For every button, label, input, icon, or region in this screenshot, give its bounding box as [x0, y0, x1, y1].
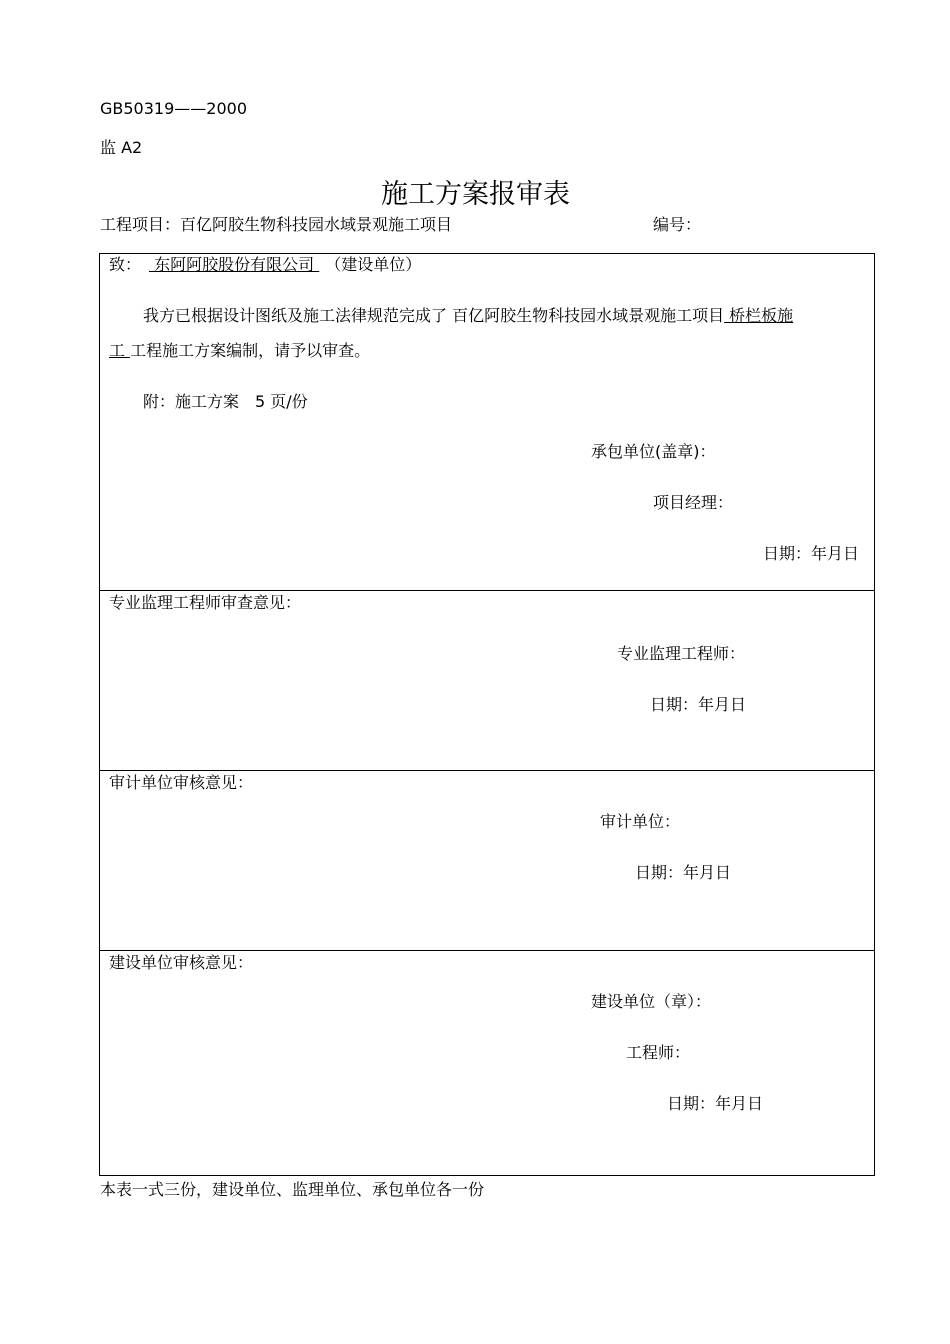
contractor-section: [99, 253, 875, 591]
scheme-name-part1: 桥栏板施: [724, 306, 794, 325]
page-title: 施工方案报审表: [381, 179, 570, 210]
audit-date-label: 日期：年月日: [635, 863, 732, 882]
attachment-note: 附：施工方案 5 页/份: [143, 392, 308, 411]
scheme-name-part2: 工: [109, 341, 131, 360]
owner-section: [99, 950, 875, 1176]
supervisor-date-label: 日期：年月日: [650, 695, 747, 714]
owner-date-label: 日期：年月日: [667, 1094, 764, 1113]
owner-heading: 建设单位审核意见：: [109, 953, 254, 972]
submission-text-line2: [109, 343, 370, 359]
audit-signer-label: 审计单位：: [600, 812, 681, 831]
serial-label: 编号：: [653, 215, 702, 234]
contractor-seal-label: 承包单位(盖章)：: [591, 442, 716, 461]
addressee-name: 东阿阿胶股份有限公司: [149, 255, 320, 274]
owner-engineer-label: 工程师：: [626, 1043, 691, 1062]
form-code: 监 A2: [100, 138, 143, 157]
contractor-date-label: 日期：年月日: [763, 544, 860, 563]
submission-text-end: 工程施工方案编制，请予以审查。: [130, 341, 371, 360]
submission-text-line1: [143, 308, 793, 324]
project-manager-label: 项目经理：: [653, 493, 734, 512]
project-label: 工程项目：: [100, 215, 181, 234]
owner-signer-label: 建设单位（章）：: [591, 992, 712, 1011]
standard-code: GB50319——2000: [100, 99, 247, 118]
supervisor-section: [99, 590, 875, 771]
supervisor-signer-label: 专业监理工程师：: [617, 644, 746, 663]
copies-note: 本表一式三份，建设单位、监理单位、承包单位各一份: [100, 1180, 485, 1199]
project-name: 百亿阿胶生物科技园水域景观施工项目: [180, 215, 453, 234]
audit-heading: 审计单位审核意见：: [109, 773, 254, 792]
addressee-line: [109, 257, 421, 273]
supervisor-heading: 专业监理工程师审查意见：: [109, 593, 302, 612]
addressee-suffix: （建设单位）: [325, 255, 422, 274]
to-label: 致：: [109, 255, 142, 274]
submission-text: 我方已根据设计图纸及施工法律规范完成了 百亿阿胶生物科技园水域景观施工项目: [143, 306, 725, 325]
project-line: [100, 217, 452, 233]
audit-section: [99, 770, 875, 951]
